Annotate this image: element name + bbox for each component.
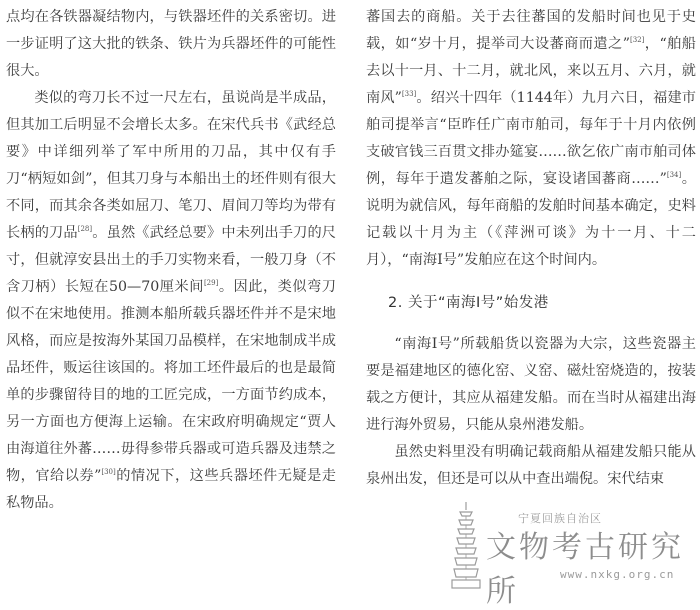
watermark-subtitle: 宁夏回族自治区 xyxy=(518,512,602,525)
citation: [29] xyxy=(203,279,219,287)
text-run: 类似的弯刀长不过一尺左右，虽说尚是半成品，但其加工后明显不会增长太多。在宋代兵书《武经总要》中详细列举了军中所用的刀品，其中仅有手刀“柄短如剑”，但其刀身与本船出土的坯件则有很大不同，而其余各类如屈刀、笔刀、眉间刀等均为带有长柄的刀品 xyxy=(6,90,336,241)
citation: [32] xyxy=(629,36,645,44)
text-run: 蕃国去的商船。关于去往蕃国的发船时间也见于史载，如“岁十月，提举司大设蕃商而遣之” xyxy=(366,9,696,52)
citation: [28] xyxy=(77,225,93,233)
text-run: ，“舶船去以十一月、十二月，就北风，来以五月、六月，就南风” xyxy=(366,36,696,106)
pagoda-icon xyxy=(446,500,486,592)
text-run: 。虽然《武经总要》中未列出手刀的尺寸，但就淳安县出土的手刀实物来看，一般刀身（不含刀柄）长短在50—70厘米间 xyxy=(6,225,336,295)
text-run: 。说明为就信风，每年商船的发舶时间基本确定，史料记载以十月为主（《萍洲可谈》为十一月、十二月），“南海Ⅰ号”发舶应在这个时间内。 xyxy=(366,171,696,268)
watermark-title: 文物考古研究所 xyxy=(486,530,684,609)
right-column xyxy=(366,4,696,493)
paragraph xyxy=(6,85,336,517)
paragraph: 点均在各铁器凝结物内，与铁器坯件的关系密切。进一步证明了这大批的铁条、铁片为兵器坯件的可能性很大。 xyxy=(6,9,336,79)
section-heading: 2. 关于“南海Ⅰ号”始发港 xyxy=(388,295,549,311)
text-run: 。因此，类似弯刀似不在宋地使用。推测本船所载兵器坯件并不是宋地风格，而应是按海外某国刀品模样，在宋地制成半成品坯件，贩运往该国的。将加工坯件最后的也是最简单的步骤留待目的地的工匠完成，一方面节约成本，另一方面也方便海上运输。在宋政府明确规定“贾人由海道往外蕃……毋得参带兵器或可造兵器及违禁之物，官给以券” xyxy=(6,279,336,484)
paragraph: 虽然史料里没有明确记载商船从福建发船只能从泉州出发，但还是可以从中查出端倪。宋代结束 xyxy=(366,444,696,487)
citation: [30] xyxy=(101,468,116,476)
citation: [33] xyxy=(401,90,417,98)
text-run: 的情况下，这些兵器坯件无疑是走私物品。 xyxy=(6,468,336,511)
watermark xyxy=(440,500,690,609)
watermark-url: www.nxkg.org.cn xyxy=(560,568,675,581)
text-run: 。绍兴十四年（1144年）九月六日，福建市舶司提举言“臣昨任广南市舶司，每年于十月内依例支破官钱三百贯文排办筵宴……欲乞依广南市舶司体例，每年于遣发蕃舶之际，宴设诸国蕃商……” xyxy=(366,90,696,187)
citation: [34] xyxy=(666,171,682,179)
left-column xyxy=(6,4,336,517)
paragraph: “南海Ⅰ号”所载船货以瓷器为大宗，这些瓷器主要是福建地区的德化窑、义窑、磁灶窑烧造的，按装载之方便计，其应从福建发船。而在当时从福建出海进行海外贸易，只能从泉州港发船。 xyxy=(366,336,696,433)
paragraph xyxy=(366,4,696,274)
